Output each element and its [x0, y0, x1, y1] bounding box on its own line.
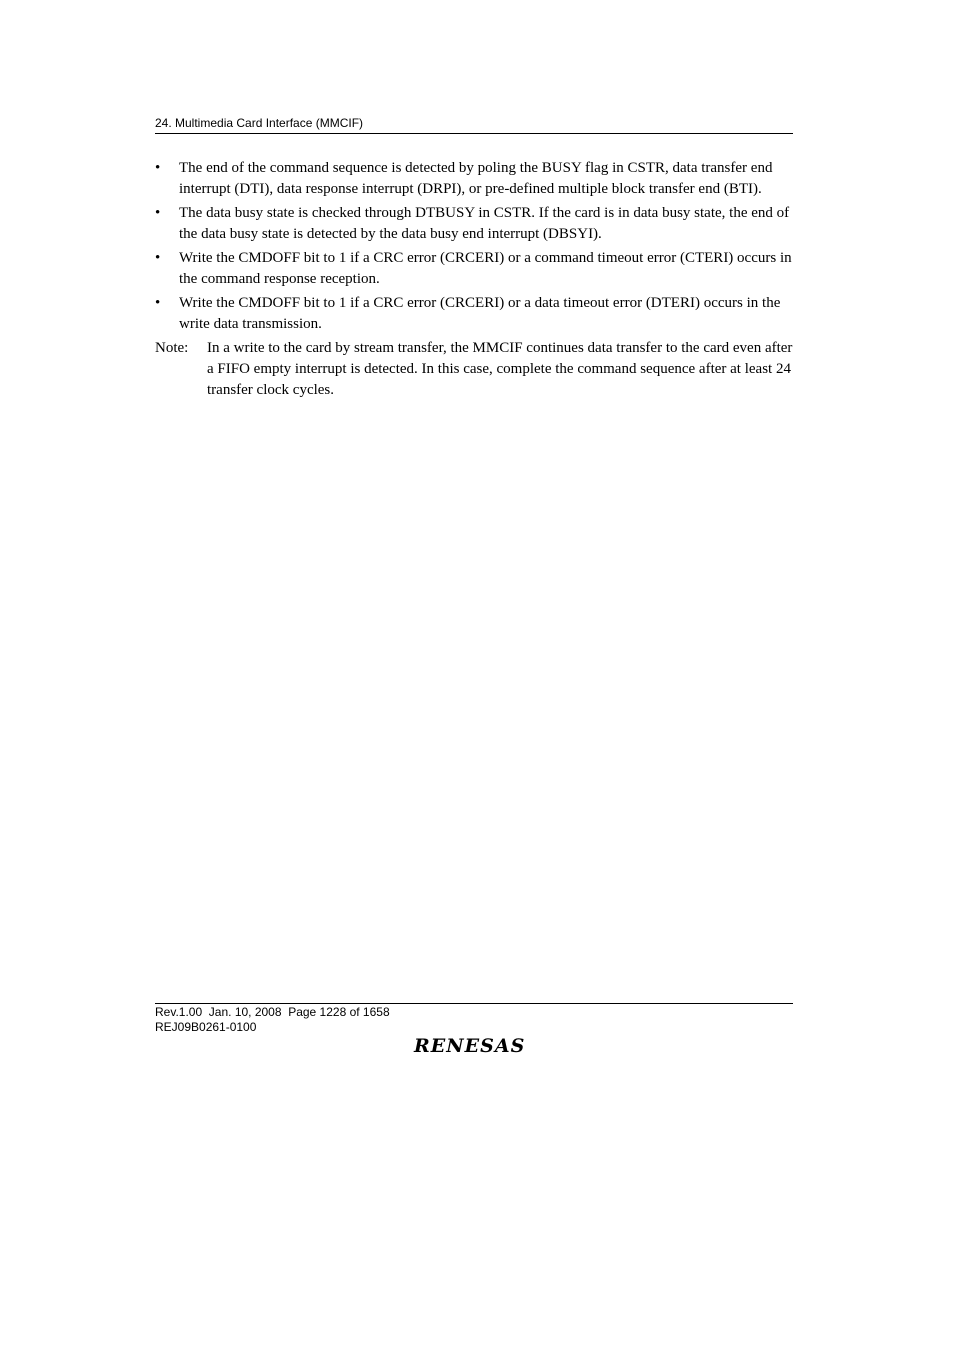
logo-text: RENESAS [414, 1035, 526, 1056]
list-item-text: The end of the command sequence is detected by poling the BUSY flag in CSTR, data transfer end interrupt (DTI), data response interrupt (DRPI), or pre-defined multiple block transfer end (BTI). [179, 160, 773, 197]
document-number: REJ09B0261-0100 [155, 1020, 257, 1034]
bullet-icon: • [155, 160, 161, 176]
list-item-text: The data busy state is checked through DTBUSY in CSTR. If the card is in data busy state, the end of the data busy state is detected by the data busy end interrupt (DBSYI). [179, 205, 790, 242]
section-title: 24. Multimedia Card Interface (MMCIF) [155, 116, 364, 130]
bullet-list [155, 158, 793, 335]
list-item-text: Write the CMDOFF bit to 1 if a CRC error (CRCERI) or a data timeout error (DTERI) occurs in the write data transmission. [179, 295, 781, 332]
bullet-icon: • [155, 250, 161, 266]
renesas-logo [412, 1034, 534, 1056]
list-item [155, 158, 793, 200]
list-item [155, 293, 793, 335]
note-label: Note: [155, 340, 189, 356]
page-footer [155, 1005, 555, 1035]
bullet-icon: • [155, 205, 161, 221]
header-divider [155, 133, 793, 134]
revision-info: Rev.1.00 Jan. 10, 2008 Page 1228 of 1658 [155, 1005, 390, 1019]
footer-divider [155, 1003, 793, 1004]
running-header [155, 115, 793, 131]
list-item [155, 248, 793, 290]
list-item [155, 203, 793, 245]
note [155, 338, 793, 401]
bullet-icon: • [155, 295, 161, 311]
list-item-text: Write the CMDOFF bit to 1 if a CRC error (CRCERI) or a command timeout error (CTERI) occurs in the command response reception. [179, 250, 792, 287]
page-body [155, 158, 793, 401]
note-text: In a write to the card by stream transfer, the MMCIF continues data transfer to the card even after a FIFO empty interrupt is detected. In this case, complete the command sequence after at least 24 transfer clock cycles. [207, 340, 793, 398]
